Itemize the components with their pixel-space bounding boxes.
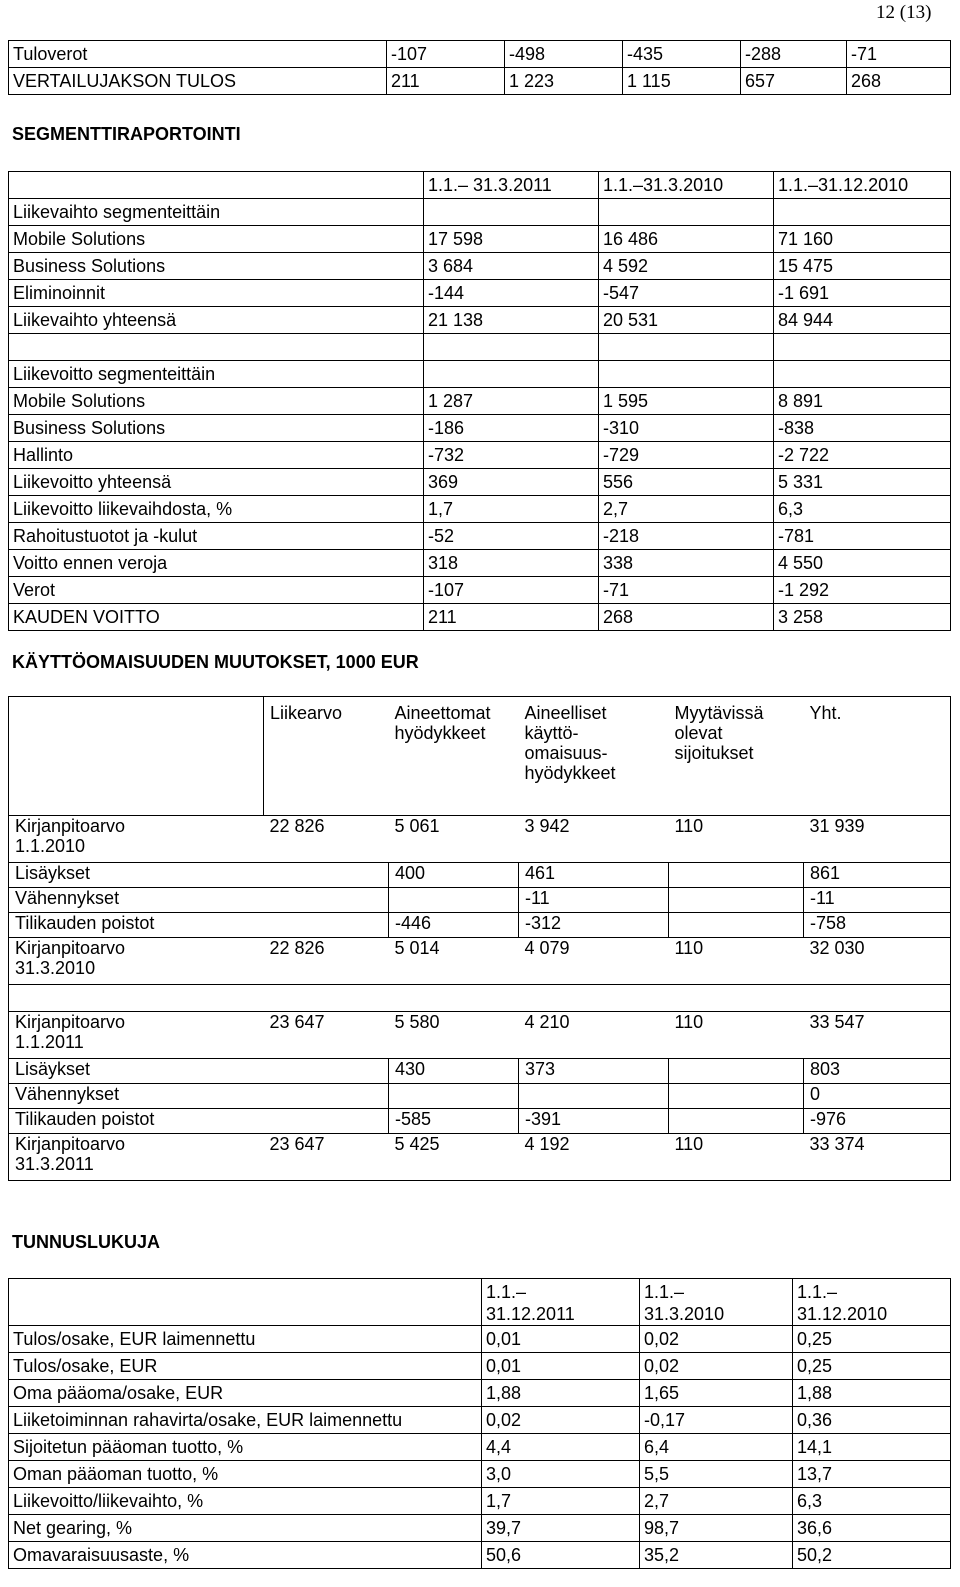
header-empty <box>9 697 264 816</box>
row-label: Liikevoitto segmenteittäin <box>9 361 424 388</box>
value-cell <box>669 863 804 888</box>
column-header-line: 1.1.– <box>797 1282 838 1302</box>
value-cell: -107 <box>424 577 599 604</box>
table-row <box>9 496 951 523</box>
value-cell: 98,7 <box>640 1515 793 1542</box>
column-header-line: Myytävissä <box>674 703 764 723</box>
value-cell <box>264 863 389 888</box>
value-cell: 657 <box>741 68 847 95</box>
value-cell: 6,3 <box>793 1488 951 1515</box>
column-header-line: 1.1.– <box>486 1282 527 1302</box>
column-header <box>669 697 804 816</box>
value-cell: 5,5 <box>640 1461 793 1488</box>
table-row <box>9 1488 951 1515</box>
table-row <box>9 1434 951 1461</box>
row-label <box>9 913 264 938</box>
row-label: Net gearing, % <box>9 1515 482 1542</box>
value-cell: 0,01 <box>482 1353 640 1380</box>
column-header <box>482 1279 640 1326</box>
row-label <box>9 938 264 985</box>
value-cell <box>519 1084 669 1109</box>
column-header-line: 1.1.– <box>644 1282 685 1302</box>
value-cell: 5 425 <box>389 1134 519 1181</box>
value-cell: 4 550 <box>774 550 951 577</box>
value-cell: 5 014 <box>389 938 519 985</box>
value-cell: -107 <box>387 41 505 68</box>
value-cell: 36,6 <box>793 1515 951 1542</box>
table-row <box>9 938 951 985</box>
value-cell: -11 <box>519 888 669 913</box>
table-row <box>9 388 951 415</box>
value-cell: 0,02 <box>482 1407 640 1434</box>
value-cell: -52 <box>424 523 599 550</box>
table-row <box>9 863 951 888</box>
value-cell: 50,2 <box>793 1542 951 1569</box>
value-cell: -1 292 <box>774 577 951 604</box>
value-cell: 430 <box>389 1059 519 1084</box>
value-cell <box>599 334 774 361</box>
value-cell: 50,6 <box>482 1542 640 1569</box>
value-cell: 21 138 <box>424 307 599 334</box>
value-cell: -71 <box>599 577 774 604</box>
value-cell: 39,7 <box>482 1515 640 1542</box>
value-cell <box>424 334 599 361</box>
value-cell: 400 <box>389 863 519 888</box>
column-header-line: käyttö- <box>524 723 579 743</box>
comparison-result-table <box>8 40 951 95</box>
value-cell <box>774 361 951 388</box>
value-cell <box>669 1059 804 1084</box>
value-cell: -547 <box>599 280 774 307</box>
value-cell: -11 <box>804 888 951 913</box>
table-row <box>9 1134 951 1181</box>
value-cell: -71 <box>847 41 951 68</box>
value-cell <box>264 1059 389 1084</box>
value-cell: -781 <box>774 523 951 550</box>
value-cell: 4,4 <box>482 1434 640 1461</box>
value-cell <box>599 199 774 226</box>
value-cell: 35,2 <box>640 1542 793 1569</box>
value-cell: 32 030 <box>804 938 951 985</box>
value-cell: 14,1 <box>793 1434 951 1461</box>
table-row <box>9 577 951 604</box>
value-cell: 15 475 <box>774 253 951 280</box>
column-header-line: omaisuus- <box>524 743 608 763</box>
spacer-cell <box>669 985 804 1012</box>
table-row <box>9 1109 951 1134</box>
table-row <box>9 68 951 95</box>
value-cell: -2 722 <box>774 442 951 469</box>
row-label-line: 1.1.2011 <box>15 1032 84 1052</box>
spacer-row <box>9 985 951 1012</box>
value-cell: 1,7 <box>482 1488 640 1515</box>
value-cell <box>669 913 804 938</box>
column-header-line: sijoitukset <box>674 743 754 763</box>
column-header-line: Aineettomat <box>394 703 491 723</box>
value-cell: 861 <box>804 863 951 888</box>
value-cell: 461 <box>519 863 669 888</box>
table-row <box>9 1012 951 1059</box>
header-row <box>9 697 951 816</box>
column-header-line: hyödykkeet <box>394 723 486 743</box>
table-row <box>9 253 951 280</box>
spacer-cell <box>804 985 951 1012</box>
value-cell: 0 <box>804 1084 951 1109</box>
row-label-line: Kirjanpitoarvo <box>15 816 126 836</box>
table-row <box>9 1059 951 1084</box>
value-cell: -732 <box>424 442 599 469</box>
row-label: Oman pääoman tuotto, % <box>9 1461 482 1488</box>
value-cell: 6,4 <box>640 1434 793 1461</box>
row-label: Eliminoinnit <box>9 280 424 307</box>
row-label: Rahoitustuotot ja -kulut <box>9 523 424 550</box>
table-row <box>9 1407 951 1434</box>
row-label: Verot <box>9 577 424 604</box>
row-label: Liikevoitto/liikevaihto, % <box>9 1488 482 1515</box>
value-cell: -758 <box>804 913 951 938</box>
value-cell: 23 647 <box>264 1012 389 1059</box>
value-cell: 20 531 <box>599 307 774 334</box>
row-label: Business Solutions <box>9 253 424 280</box>
row-label-line: Kirjanpitoarvo <box>15 1012 126 1032</box>
value-cell: 5 061 <box>389 816 519 863</box>
value-cell <box>264 913 389 938</box>
row-label: Business Solutions <box>9 415 424 442</box>
row-label: Tulos/osake, EUR laimennettu <box>9 1326 482 1353</box>
row-label-line: 31.3.2010 <box>15 958 96 978</box>
value-cell: -838 <box>774 415 951 442</box>
value-cell: 2,7 <box>599 496 774 523</box>
row-label <box>9 1084 264 1109</box>
value-cell: 4 079 <box>519 938 669 985</box>
row-label-line: Kirjanpitoarvo <box>15 938 126 958</box>
row-label: KAUDEN VOITTO <box>9 604 424 631</box>
value-cell <box>669 1084 804 1109</box>
value-cell <box>774 199 951 226</box>
row-label <box>9 1012 264 1059</box>
column-header-line: Yht. <box>809 703 842 723</box>
row-label: Liiketoiminnan rahavirta/osake, EUR laimennettu <box>9 1407 482 1434</box>
value-cell <box>669 888 804 913</box>
value-cell: -585 <box>389 1109 519 1134</box>
row-label <box>9 334 424 361</box>
table-row <box>9 913 951 938</box>
value-cell: 556 <box>599 469 774 496</box>
table-row <box>9 1326 951 1353</box>
value-cell: -312 <box>519 913 669 938</box>
value-cell: 5 331 <box>774 469 951 496</box>
value-cell: 211 <box>387 68 505 95</box>
value-cell: -0,17 <box>640 1407 793 1434</box>
value-cell: 4 210 <box>519 1012 669 1059</box>
row-label: Sijoitetun pääoman tuotto, % <box>9 1434 482 1461</box>
value-cell <box>389 1084 519 1109</box>
row-label: Voitto ennen veroja <box>9 550 424 577</box>
value-cell: 22 826 <box>264 938 389 985</box>
row-label-line: Tilikauden poistot <box>15 913 155 933</box>
spacer-cell <box>264 985 389 1012</box>
row-label <box>9 863 264 888</box>
column-header-line: 31.12.2011 <box>486 1304 575 1324</box>
table-row <box>9 415 951 442</box>
value-cell: 0,01 <box>482 1326 640 1353</box>
row-label <box>9 1134 264 1181</box>
row-label: Liikevoitto liikevaihdosta, % <box>9 496 424 523</box>
row-label <box>9 1109 264 1134</box>
row-label: Liikevoitto yhteensä <box>9 469 424 496</box>
value-cell <box>424 199 599 226</box>
value-cell: 268 <box>599 604 774 631</box>
value-cell: 5 580 <box>389 1012 519 1059</box>
value-cell: 33 374 <box>804 1134 951 1181</box>
row-label: Mobile Solutions <box>9 388 424 415</box>
column-header-line: 31.3.2010 <box>644 1304 725 1324</box>
row-label-line: Tilikauden poistot <box>15 1109 155 1129</box>
value-cell: 1 287 <box>424 388 599 415</box>
row-label: Mobile Solutions <box>9 226 424 253</box>
row-label-line: Kirjanpitoarvo <box>15 1134 126 1154</box>
value-cell: 3 684 <box>424 253 599 280</box>
row-label-line: Vähennykset <box>15 1084 120 1104</box>
value-cell <box>774 334 951 361</box>
value-cell: 16 486 <box>599 226 774 253</box>
asset-changes-heading: KÄYTTÖOMAISUUDEN MUUTOKSET, 1000 EUR <box>12 652 419 672</box>
value-cell: 3 258 <box>774 604 951 631</box>
table-row <box>9 1461 951 1488</box>
column-header: 1.1.– 31.3.2011 <box>424 172 599 199</box>
value-cell: 110 <box>669 816 804 863</box>
row-label: Tulos/osake, EUR <box>9 1353 482 1380</box>
header-row <box>9 172 951 199</box>
table-row <box>9 1084 951 1109</box>
table-row <box>9 334 951 361</box>
value-cell: 1,88 <box>793 1380 951 1407</box>
value-cell: 0,36 <box>793 1407 951 1434</box>
value-cell <box>264 888 389 913</box>
table-row <box>9 442 951 469</box>
value-cell: 1,65 <box>640 1380 793 1407</box>
column-header <box>264 697 389 816</box>
header-empty <box>9 1279 482 1326</box>
row-label: Oma pääoma/osake, EUR <box>9 1380 482 1407</box>
row-label: Hallinto <box>9 442 424 469</box>
table-row <box>9 199 951 226</box>
value-cell: 211 <box>424 604 599 631</box>
row-label <box>9 888 264 913</box>
value-cell <box>389 888 519 913</box>
value-cell: -498 <box>505 41 623 68</box>
value-cell <box>599 361 774 388</box>
row-label-line: Vähennykset <box>15 888 120 908</box>
value-cell: 4 192 <box>519 1134 669 1181</box>
value-cell: 3,0 <box>482 1461 640 1488</box>
column-header-line: Liikearvo <box>270 703 343 723</box>
column-header <box>793 1279 951 1326</box>
table-row <box>9 469 951 496</box>
value-cell: 0,02 <box>640 1326 793 1353</box>
asset-changes-table <box>8 696 951 1181</box>
value-cell <box>424 361 599 388</box>
table-row <box>9 1380 951 1407</box>
column-header-line: 31.12.2010 <box>797 1304 888 1324</box>
table-row <box>9 361 951 388</box>
table-row <box>9 816 951 863</box>
value-cell: 3 942 <box>519 816 669 863</box>
value-cell: -729 <box>599 442 774 469</box>
row-label-line: Lisäykset <box>15 1059 91 1079</box>
value-cell: 1,88 <box>482 1380 640 1407</box>
value-cell <box>669 1109 804 1134</box>
page-number: 12 (13) <box>876 2 932 23</box>
table-row <box>9 888 951 913</box>
value-cell: 23 647 <box>264 1134 389 1181</box>
value-cell: 338 <box>599 550 774 577</box>
table-row <box>9 604 951 631</box>
value-cell: -1 691 <box>774 280 951 307</box>
value-cell: 1 115 <box>623 68 741 95</box>
column-header: 1.1.–31.12.2010 <box>774 172 951 199</box>
row-label: Tuloverot <box>9 41 387 68</box>
value-cell: 13,7 <box>793 1461 951 1488</box>
column-header-line: Aineelliset <box>524 703 607 723</box>
row-label: Liikevaihto yhteensä <box>9 307 424 334</box>
segment-reporting-table <box>8 171 951 631</box>
value-cell: 0,25 <box>793 1326 951 1353</box>
value-cell <box>264 1084 389 1109</box>
value-cell: 268 <box>847 68 951 95</box>
value-cell: 318 <box>424 550 599 577</box>
header-empty <box>9 172 424 199</box>
column-header-line: olevat <box>674 723 723 743</box>
row-label: Omavaraisuusaste, % <box>9 1542 482 1569</box>
row-label-line: 1.1.2010 <box>15 836 86 856</box>
spacer-cell <box>389 985 519 1012</box>
table-row <box>9 1515 951 1542</box>
segment-reporting-heading: SEGMENTTIRAPORTOINTI <box>12 124 241 144</box>
value-cell <box>264 1109 389 1134</box>
value-cell: -976 <box>804 1109 951 1134</box>
value-cell: -144 <box>424 280 599 307</box>
row-label-line: 31.3.2011 <box>15 1154 94 1174</box>
spacer-cell <box>519 985 669 1012</box>
table-row <box>9 280 951 307</box>
value-cell: 1 223 <box>505 68 623 95</box>
value-cell: 803 <box>804 1059 951 1084</box>
table-row <box>9 550 951 577</box>
column-header <box>519 697 669 816</box>
value-cell: 110 <box>669 1134 804 1181</box>
table-row <box>9 41 951 68</box>
value-cell: 369 <box>424 469 599 496</box>
value-cell: 4 592 <box>599 253 774 280</box>
value-cell: 1,7 <box>424 496 599 523</box>
value-cell: -446 <box>389 913 519 938</box>
value-cell: 6,3 <box>774 496 951 523</box>
value-cell: -288 <box>741 41 847 68</box>
column-header <box>640 1279 793 1326</box>
row-label: VERTAILUJAKSON TULOS <box>9 68 387 95</box>
value-cell: 373 <box>519 1059 669 1084</box>
value-cell: 110 <box>669 1012 804 1059</box>
value-cell: 110 <box>669 938 804 985</box>
value-cell: 1 595 <box>599 388 774 415</box>
value-cell: 8 891 <box>774 388 951 415</box>
table-row <box>9 523 951 550</box>
value-cell: -218 <box>599 523 774 550</box>
column-header: 1.1.–31.3.2010 <box>599 172 774 199</box>
value-cell: 17 598 <box>424 226 599 253</box>
column-header <box>804 697 951 816</box>
value-cell: -186 <box>424 415 599 442</box>
key-figures-table <box>8 1278 951 1569</box>
value-cell: -310 <box>599 415 774 442</box>
value-cell: 22 826 <box>264 816 389 863</box>
table-row <box>9 307 951 334</box>
table-row <box>9 1542 951 1569</box>
value-cell: 33 547 <box>804 1012 951 1059</box>
value-cell: 0,02 <box>640 1353 793 1380</box>
key-figures-heading: TUNNUSLUKUJA <box>12 1232 160 1252</box>
value-cell: -391 <box>519 1109 669 1134</box>
value-cell: 84 944 <box>774 307 951 334</box>
row-label <box>9 1059 264 1084</box>
column-header <box>389 697 519 816</box>
row-label-line: Lisäykset <box>15 863 91 883</box>
spacer-cell <box>9 985 264 1012</box>
row-label <box>9 816 264 863</box>
table-row <box>9 226 951 253</box>
row-label: Liikevaihto segmenteittäin <box>9 199 424 226</box>
header-row <box>9 1279 951 1326</box>
value-cell: 0,25 <box>793 1353 951 1380</box>
table-row <box>9 1353 951 1380</box>
value-cell: -435 <box>623 41 741 68</box>
column-header-line: hyödykkeet <box>524 763 616 783</box>
value-cell: 31 939 <box>804 816 951 863</box>
value-cell: 71 160 <box>774 226 951 253</box>
value-cell: 2,7 <box>640 1488 793 1515</box>
